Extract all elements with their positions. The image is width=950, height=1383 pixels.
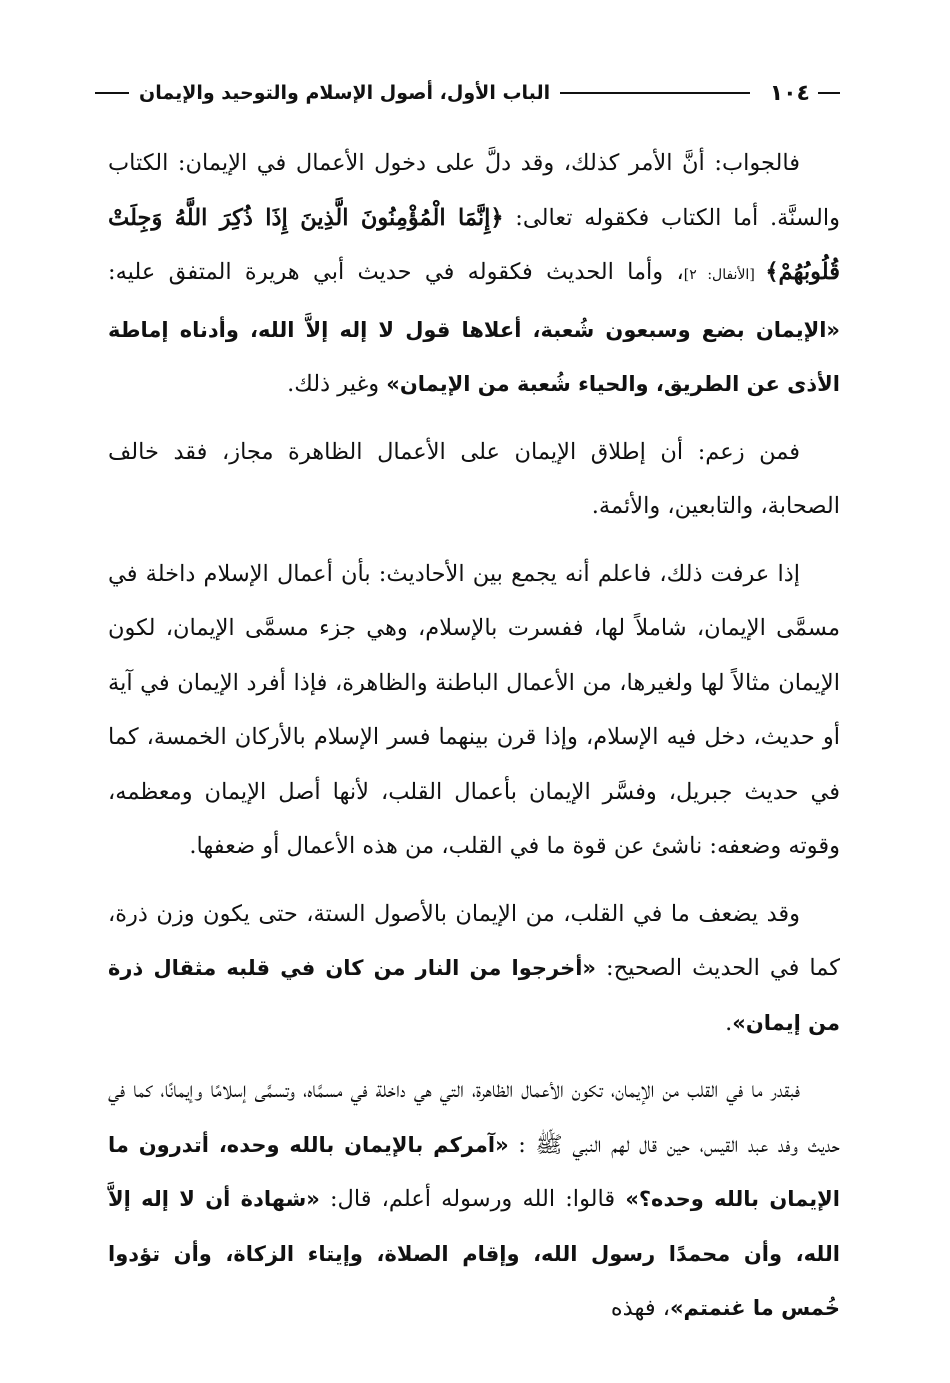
hadith-quote: «الإيمان بضع وسبعون شُعبة، أعلاها قول لا إله إلاَّ الله، وأدناه إماطة الأذى عن الطريق، والحياء شُعبة من الإيمان» — [108, 317, 840, 396]
paragraph-text: ، وأما الحديث فكقوله في حديث أبي هريرة المتفق عليه: — [108, 259, 684, 285]
quran-verse: ﴿إِنَّمَا الْمُؤْمِنُونَ الَّذِينَ إِذَا ذُكِرَ اللَّهُ وَجِلَتْ قُلُوبُهُمْ﴾ — [108, 204, 840, 285]
paragraph-text: فالجواب: أنَّ الأمر كذلك، وقد دلَّ على دخول الأعمال في الإيمان: الكتاب والسنَّة. أما الكتاب فكقوله تعالى: — [108, 150, 841, 231]
paragraph-text: وغير ذلك. — [287, 371, 387, 397]
hadith-quote: «أخرجوا من النار من كان في قلبه مثقال ذرة من إيمان» — [108, 956, 840, 1035]
running-header — [95, 76, 840, 110]
paragraph-text: إذا عرفت ذلك، فاعلم أنه يجمع بين الأحاديث: بأن أعمال الإسلام داخلة في مسمَّى الإيمان، شاملاً لها، ففسرت بالإسلام، وهي جزء مسمَّى الإيمان، لكون الإيمان مثالاً لها ولغيرها، من الأعمال الباطنة والظاهرة، فإذا أفرد الإيمان في آية أو حديث، دخل فيه الإسلام، وإذا قرن بينهما فسر الإسلام بالأركان الخمسة، كما في حديث جبريل، وفسَّر الإيمان بأعمال القلب، لأنها أصل الإيمان ومعظمه، وقوته وضعفه: ناشئ عن قوة ما في القلب، من هذه الأعمال أو ضعفها. — [108, 560, 840, 859]
hadith-quote: «آمركم بالإيمان بالله وحده، أتدرون ما الإيمان بالله وحده؟» — [108, 1132, 840, 1211]
paragraph-5 — [108, 1063, 840, 1336]
page-number: ١٠٤ — [769, 80, 810, 106]
paragraph-4 — [108, 887, 840, 1051]
paragraph-1 — [108, 136, 840, 412]
verse-reference: [الأنفال: ٢] — [683, 267, 766, 283]
paragraph-text: . — [725, 1009, 733, 1036]
paragraph-text: قالوا: الله ورسوله أعلم، قال: — [319, 1186, 626, 1212]
paragraph-text: ، فهذه — [610, 1295, 670, 1321]
paragraph-text: فبقدر ما في القلب من الإيمان، تكون الأعمال الظاهرة، التي هي داخلة في مسمَّاه، وتسمَّى إسلامًا وإيمانًا، كما في حديث وفد عبد القيس، حين قال لهم النبي ﷺ : — [108, 1077, 840, 1158]
header-dash-right — [818, 92, 840, 94]
paragraph-text: فمن زعم: أن إطلاق الإيمان على الأعمال الظاهرة مجاز، فقد خالف الصحابة، والتابعين، والأئمة. — [108, 438, 840, 519]
header-rule — [560, 92, 750, 94]
paragraph-2 — [108, 425, 840, 534]
paragraph-3 — [108, 547, 840, 874]
chapter-title: الباب الأول، أصول الإسلام والتوحيد والإيمان — [139, 82, 551, 104]
paragraph-text: وقد يضعف ما في القلب، من الإيمان بالأصول الستة، حتى يكون وزن ذرة، كما في الحديث الصحيح: — [108, 900, 840, 981]
header-dash-left — [95, 92, 129, 94]
hadith-quote: «شهادة أن لا إله إلاَّ الله، وأن محمدًا رسول الله، وإقام الصلاة، وإيتاء الزكاة، وأن تؤدوا خُمس ما غنمتم» — [108, 1187, 840, 1320]
main-text — [108, 136, 840, 1336]
